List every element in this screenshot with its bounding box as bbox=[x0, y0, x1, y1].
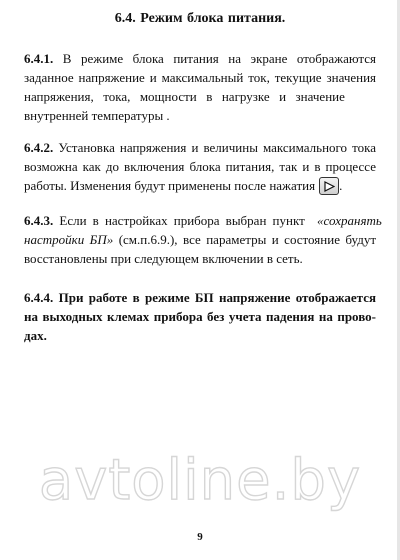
paragraph-text: Установка напряжения и величины максимального тока bbox=[58, 140, 377, 155]
paragraph-line bbox=[24, 49, 376, 68]
quoted-setting: «сохранять bbox=[317, 213, 382, 228]
paragraph-line: напряжения, тока, мощности в нагрузке и значение bbox=[24, 89, 345, 104]
paragraph-text: работы. Изменения будут применены после нажатия bbox=[24, 178, 316, 193]
paragraph-line: возможна как до включения блока питания, так и в процессе bbox=[24, 159, 376, 174]
clause-number: 6.4.3. bbox=[24, 213, 54, 228]
paragraph-text: (см.п.6.9.), все параметры и состояние будут bbox=[118, 232, 377, 247]
play-button-icon bbox=[319, 177, 339, 195]
quoted-setting: настройки БП» bbox=[24, 232, 114, 247]
paragraph-line: на выходных клемах прибора без учета падения на прово- bbox=[24, 309, 376, 324]
paragraph-line bbox=[24, 176, 376, 195]
paragraph-line: внутренней температуры . bbox=[24, 108, 170, 123]
clause-number: 6.4.1. bbox=[24, 51, 54, 66]
paragraph-line: дах. bbox=[24, 328, 47, 343]
paragraph-6-4-3 bbox=[24, 211, 382, 268]
paragraph-line bbox=[24, 211, 382, 230]
paragraph-line: восстановлены при следующем включении в сеть. bbox=[24, 251, 303, 266]
paragraph-6-4-2 bbox=[24, 138, 376, 195]
sentence-end: . bbox=[339, 178, 343, 193]
paragraph-6-4-4 bbox=[24, 288, 376, 345]
paragraph-text: В режиме блока питания на экране отображаются bbox=[62, 51, 377, 66]
clause-number: 6.4.2. bbox=[24, 140, 54, 155]
page-number: 9 bbox=[197, 531, 203, 543]
paragraph-line bbox=[24, 230, 376, 249]
paragraph-line: 6.4.4. При работе в режиме БП напряжение отображается bbox=[24, 290, 377, 305]
paragraph-line bbox=[24, 138, 376, 157]
section-heading: 6.4. Режим блока питания. bbox=[114, 11, 286, 26]
paragraph-text: Если в настройках прибора выбран пункт bbox=[59, 213, 305, 228]
paragraph-line: заданное напряжение и максимальный ток, текущие значения bbox=[24, 70, 377, 85]
paragraph-6-4-1 bbox=[24, 49, 376, 125]
watermark: avtoline.by bbox=[38, 448, 362, 513]
